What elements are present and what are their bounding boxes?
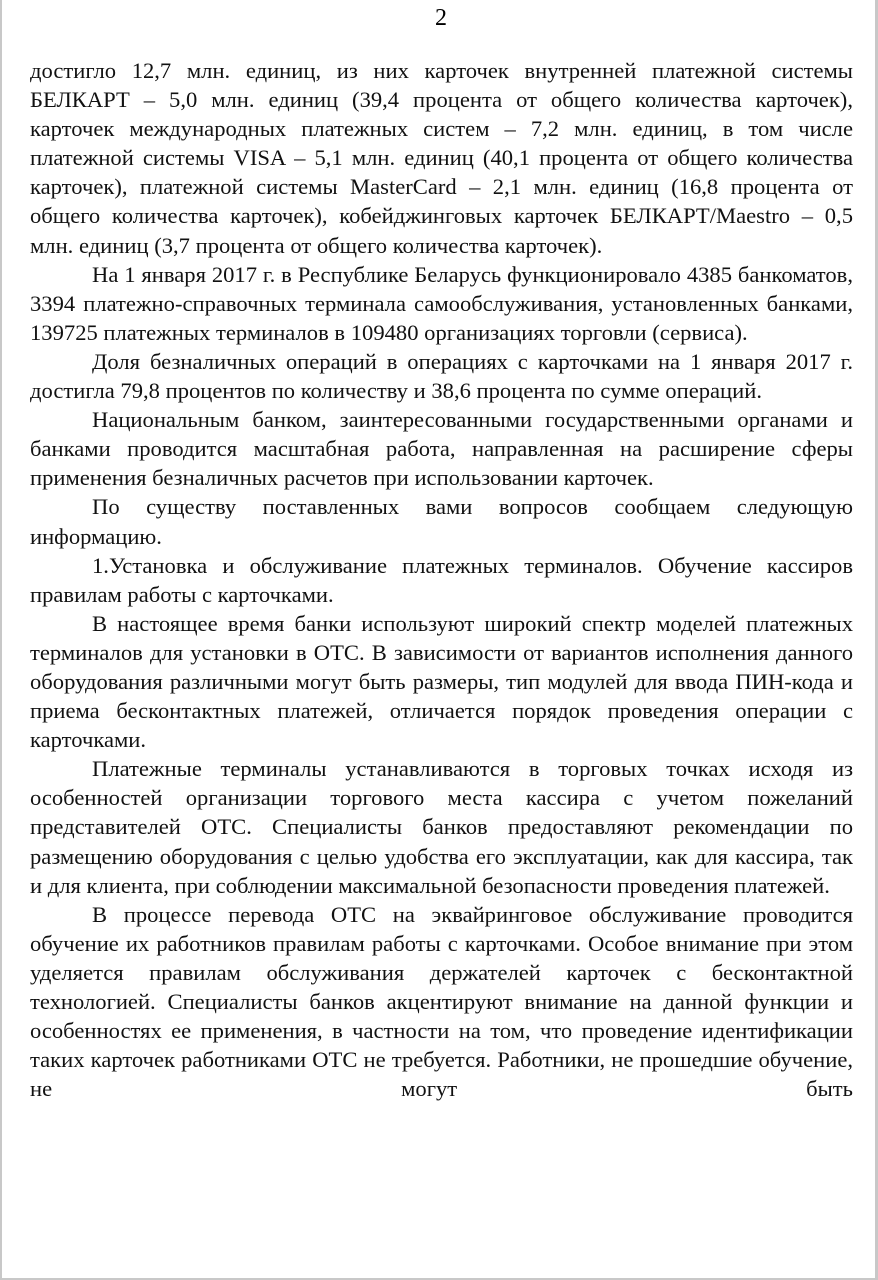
paragraph-cashless-share: Доля безналичных операций в операциях с карточками на 1 января 2017 г. достигла 79,8 процентов по количеству и 38,6 процента по сумме операций.	[30, 348, 853, 404]
document-body	[30, 56, 853, 1103]
paragraph-intro-answers: По существу поставленных вами вопросов сообщаем следующую информацию.	[30, 494, 853, 549]
paragraph-national-bank-work: Национальным банком, заинтересованными государственными органами и банками проводится масштабная работа, направленная на расширение сферы применения безналичных расчетов при использовании карточек.	[30, 407, 853, 491]
section-heading-1: 1.Установка и обслуживание платежных терминалов. Обучение кассиров правилам работы с карточками.	[30, 552, 853, 607]
paragraph-staff-training: В процессе перевода ОТС на эквайринговое обслуживание проводится обучение их работников правилам работы с карточками. Особое внимание при этом уделяется правилам обслуживания держателей карточек с бесконтактной технологией. Специалисты банков акцентируют внимание на данной функции и особенностях ее применения, в частности на том, что проведение идентификации таких карточек работниками ОТС не требуется. Работники, не прошедшие обучение, не могут быть	[30, 901, 853, 1102]
paragraph-terminal-installation: Платежные терминалы устанавливаются в торговых точках исходя из особенностей организации торгового места кассира с учетом пожеланий представителей ОТС. Специалисты банков предоставляют рекомендации по размещению оборудования с целью удобства его эксплуатации, как для кассира, так и для клиента, при соблюдении максимальной безопасности проведения платежей.	[30, 756, 853, 898]
paragraph-terminal-models: В настоящее время банки используют широкий спектр моделей платежных терминалов для установки в ОТС. В зависимости от вариантов исполнения данного оборудования различными могут быть размеры, тип модулей для ввода ПИН-кода и приема бесконтактных платежей, отличается порядок проведения операции с карточками.	[30, 610, 853, 753]
paragraph-terminals-count: На 1 января 2017 г. в Республике Беларусь функционировало 4385 банкоматов, 3394 платежно-справочных терминала самообслуживания, установленных банками, 139725 платежных терминалов в 109480 организациях торговли (сервиса).	[30, 261, 853, 345]
page-number: 2	[435, 5, 447, 31]
paragraph-card-statistics: достигло 12,7 млн. единиц, из них карточек внутренней платежной системы БЕЛКАРТ – 5,0 млн. единиц (39,4 процента от общего количества карточек), карточек международных платежных систем – 7,2 млн. единиц, в том числе платежной системы VISA – 5,1 млн. единиц (40,1 процента от общего количества карточек), платежной системы MasterCard – 2,1 млн. единиц (16,8 процента от общего количества карточек), кобейджинговых карточек БЕЛКАРТ/Maestro – 0,5 млн. единиц (3,7 процента от общего количества карточек).	[30, 58, 853, 258]
